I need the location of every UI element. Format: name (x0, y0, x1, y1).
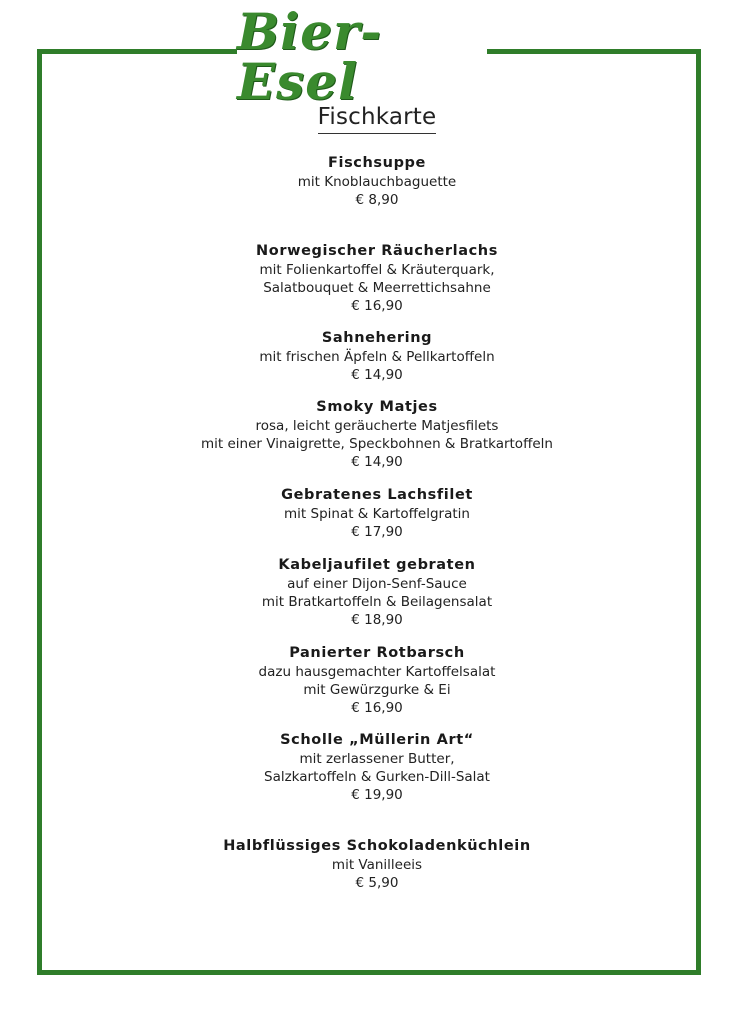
dish-description: mit Vanilleeis (331, 857, 423, 873)
dish-name: Norwegischer Räucherlachs (256, 243, 498, 259)
dish-description: rosa, leicht geräucherte Matjesfilets (255, 418, 499, 434)
dish-name: Sahnehering (321, 330, 433, 346)
dish-price: € 17,90 (351, 524, 403, 540)
dish-name: Gebratenes Lachsfilet (281, 487, 473, 503)
dish-name: Kabeljaufilet gebraten (278, 557, 476, 573)
menu-item-rotbarsch (0, 644, 754, 717)
menu-title-block (0, 104, 754, 134)
dish-price: € 14,90 (351, 367, 403, 383)
menu-item-fischsuppe (0, 154, 754, 209)
dish-description: mit Gewürzgurke & Ei (303, 682, 451, 698)
menu-item-schokoladenkuechlein (0, 837, 754, 892)
dish-name: Panierter Rotbarsch (289, 645, 465, 661)
dish-name: Scholle „Müllerin Art“ (280, 732, 474, 748)
dish-name: Fischsuppe (328, 155, 426, 171)
dish-description: mit frischen Äpfeln & Pellkartoffeln (259, 349, 495, 365)
dish-description: mit Knoblauchbaguette (297, 174, 457, 190)
logo-text: Bier-Esel (237, 2, 383, 111)
dish-description: mit zerlassener Butter, (299, 751, 455, 767)
dish-price: € 16,90 (351, 700, 403, 716)
dish-name: Smoky Matjes (316, 399, 438, 415)
dish-description: auf einer Dijon-Senf-Sauce (287, 576, 467, 592)
menu-item-smoky-matjes (0, 398, 754, 471)
menu-item-raeucherlachs (0, 242, 754, 315)
dish-description: mit Bratkartoffeln & Beilagensalat (261, 594, 493, 610)
dish-price: € 14,90 (351, 454, 403, 470)
menu-item-scholle (0, 731, 754, 804)
dish-price: € 5,90 (355, 875, 399, 891)
dish-price: € 16,90 (351, 298, 403, 314)
dish-description: dazu hausgemachter Kartoffelsalat (258, 664, 496, 680)
dish-price: € 19,90 (351, 787, 403, 803)
dish-description: Salzkartoffeln & Gurken-Dill-Salat (264, 769, 490, 785)
menu-item-sahnehering (0, 329, 754, 384)
dish-name: Halbflüssiges Schokoladenküchlein (223, 838, 531, 854)
menu-item-kabeljaufilet (0, 556, 754, 629)
dish-description: mit Spinat & Kartoffelgratin (284, 506, 470, 522)
dish-price: € 8,90 (355, 192, 399, 208)
menu-item-lachsfilet (0, 486, 754, 541)
dish-price: € 18,90 (351, 612, 403, 628)
logo (237, 2, 487, 111)
menu-title: Fischkarte (318, 104, 437, 134)
dish-description: Salatbouquet & Meerrettichsahne (263, 280, 491, 296)
dish-description: mit einer Vinaigrette, Speckbohnen & Bratkartoffeln (201, 436, 553, 452)
dish-description: mit Folienkartoffel & Kräuterquark, (259, 262, 495, 278)
